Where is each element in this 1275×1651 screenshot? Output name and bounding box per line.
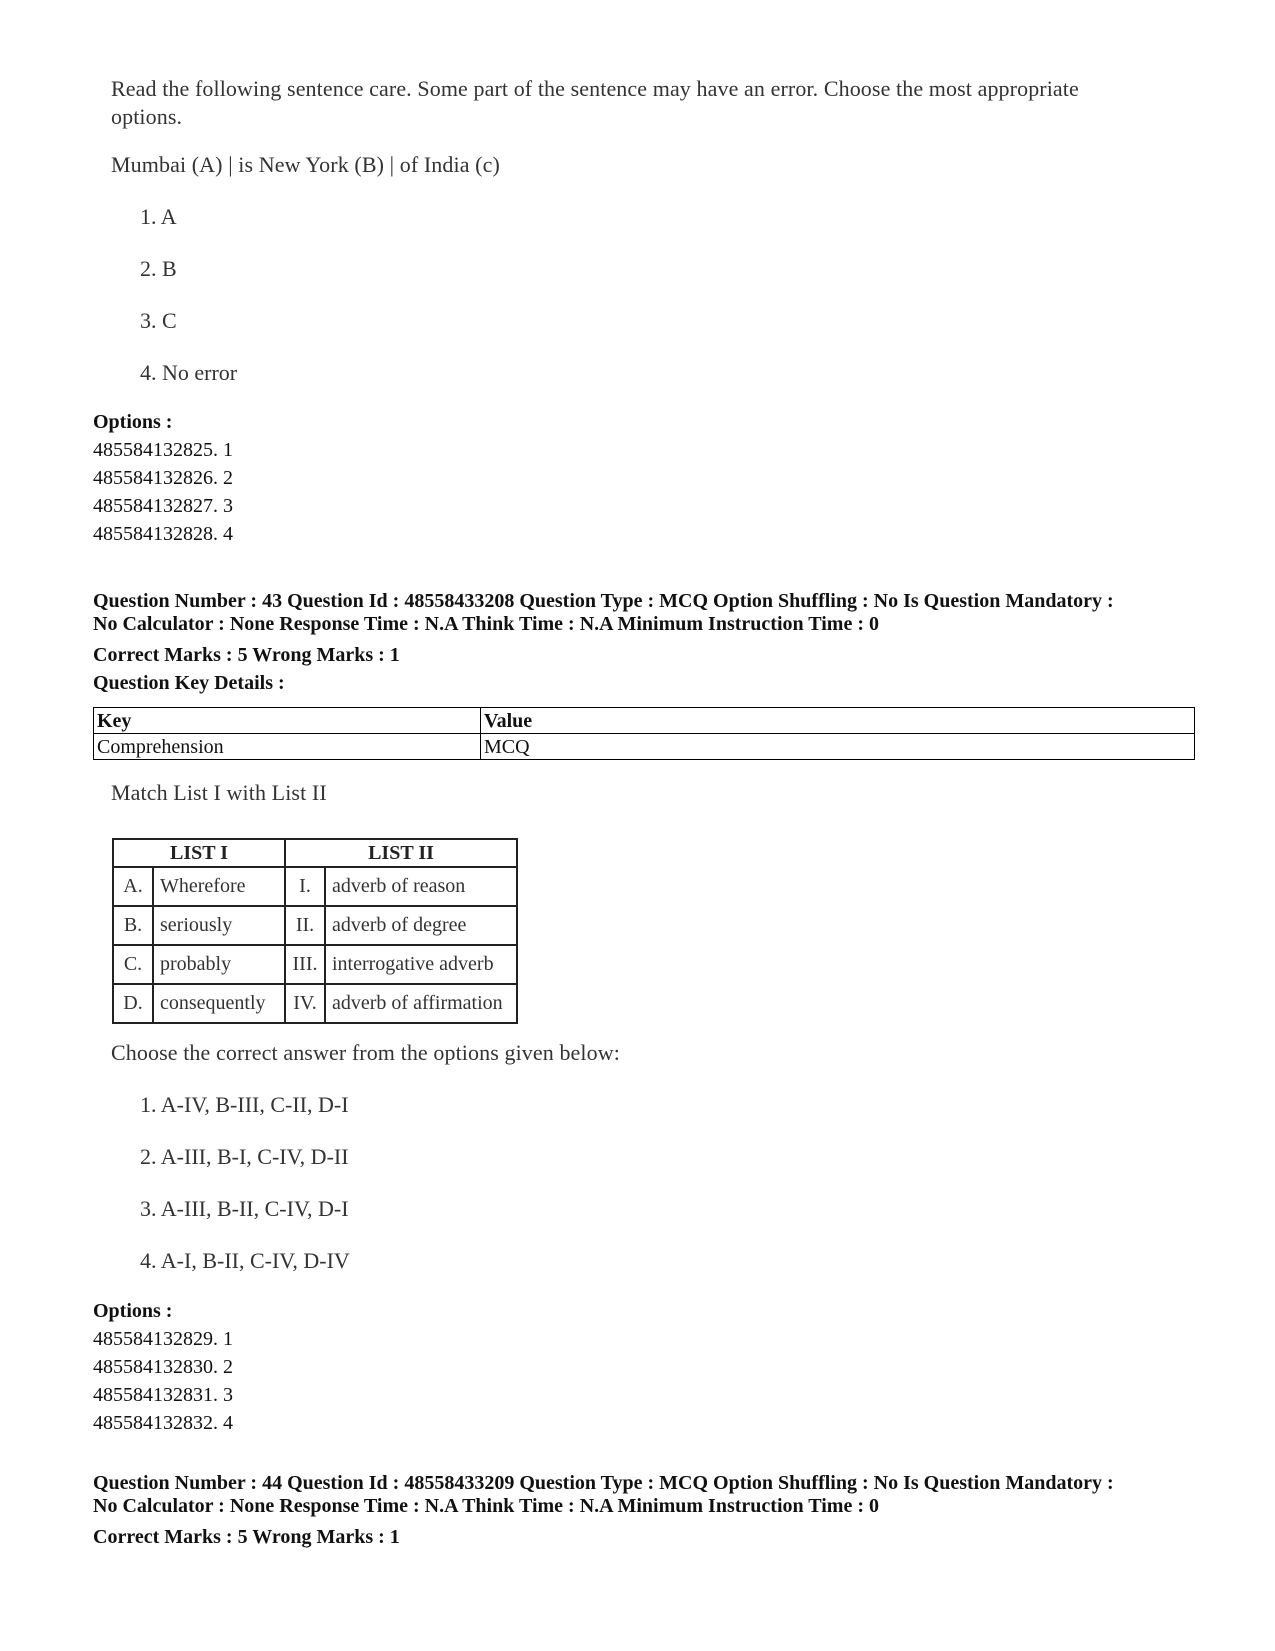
q43-choose-text: Choose the correct answer from the options given below: <box>111 1040 620 1065</box>
value-header: Value <box>481 708 1195 734</box>
row-letter: D. <box>113 984 153 1023</box>
q42-choice-4: 4. No error <box>140 360 238 385</box>
q42-option-1: 485584132825. 1 <box>93 439 233 461</box>
row-letter: B. <box>113 906 153 945</box>
key-table-row <box>94 734 1195 760</box>
q43-option-2: 485584132830. 2 <box>93 1356 233 1378</box>
value-cell: MCQ <box>481 734 1195 760</box>
q43-option-1: 485584132829. 1 <box>93 1328 233 1350</box>
q42-option-4: 485584132828. 4 <box>93 523 233 545</box>
row-roman: IV. <box>285 984 325 1023</box>
q42-options-label: Options : <box>93 411 173 433</box>
q44-header-line1: Question Number : 44 Question Id : 48558433209 Question Type : MCQ Option Shuffling : No Is Question Mandatory : <box>93 1472 1114 1494</box>
q42-instruction-line1: Read the following sentence care. Some part of the sentence may have an error. Choose the most appropriate <box>111 76 1079 101</box>
key-cell: Comprehension <box>94 734 481 760</box>
q43-choice-4: 4. A-I, B-II, C-IV, D-IV <box>140 1248 350 1273</box>
q43-key-details-label: Question Key Details : <box>93 672 285 694</box>
q42-choice-3: 3. C <box>140 308 177 333</box>
q42-choice-1: 1. A <box>140 204 177 229</box>
key-header: Key <box>94 708 481 734</box>
q43-option-3: 485584132831. 3 <box>93 1384 233 1406</box>
q42-sentence: Mumbai (A) | is New York (B) | of India (c) <box>111 152 500 177</box>
q43-choice-3: 3. A-III, B-II, C-IV, D-I <box>140 1196 349 1221</box>
match-row <box>113 867 517 906</box>
match-row <box>113 906 517 945</box>
list2-item: adverb of degree <box>325 906 517 945</box>
q42-option-3: 485584132827. 3 <box>93 495 233 517</box>
list1-item: probably <box>153 945 285 984</box>
q43-marks: Correct Marks : 5 Wrong Marks : 1 <box>93 644 400 666</box>
match-row <box>113 945 517 984</box>
list2-item: interrogative adverb <box>325 945 517 984</box>
q43-option-4: 485584132832. 4 <box>93 1412 233 1434</box>
q43-options-label: Options : <box>93 1300 173 1322</box>
list2-header: LIST II <box>285 839 517 867</box>
list1-item: seriously <box>153 906 285 945</box>
q44-marks: Correct Marks : 5 Wrong Marks : 1 <box>93 1526 400 1548</box>
q43-key-table <box>93 707 1195 760</box>
row-roman: I. <box>285 867 325 906</box>
list2-item: adverb of reason <box>325 867 517 906</box>
row-letter: C. <box>113 945 153 984</box>
key-table-header-row <box>94 708 1195 734</box>
q43-header-line1: Question Number : 43 Question Id : 48558433208 Question Type : MCQ Option Shuffling : No Is Question Mandatory : <box>93 590 1114 612</box>
match-row <box>113 984 517 1023</box>
q42-option-2: 485584132826. 2 <box>93 467 233 489</box>
q42-choice-2: 2. B <box>140 256 177 281</box>
q43-prompt: Match List I with List II <box>111 780 327 805</box>
q43-choice-2: 2. A-III, B-I, C-IV, D-II <box>140 1144 349 1169</box>
match-header-row <box>113 839 517 867</box>
list1-item: consequently <box>153 984 285 1023</box>
list2-item: adverb of affirmation <box>325 984 517 1023</box>
q43-match-table <box>112 838 518 1024</box>
q43-choice-1: 1. A-IV, B-III, C-II, D-I <box>140 1092 349 1117</box>
list1-item: Wherefore <box>153 867 285 906</box>
row-roman: II. <box>285 906 325 945</box>
q44-header-line2: No Calculator : None Response Time : N.A Think Time : N.A Minimum Instruction Time : 0 <box>93 1495 879 1517</box>
list1-header: LIST I <box>113 839 285 867</box>
row-letter: A. <box>113 867 153 906</box>
row-roman: III. <box>285 945 325 984</box>
q42-instruction-line2: options. <box>111 104 183 129</box>
q43-header-line2: No Calculator : None Response Time : N.A Think Time : N.A Minimum Instruction Time : 0 <box>93 613 879 635</box>
